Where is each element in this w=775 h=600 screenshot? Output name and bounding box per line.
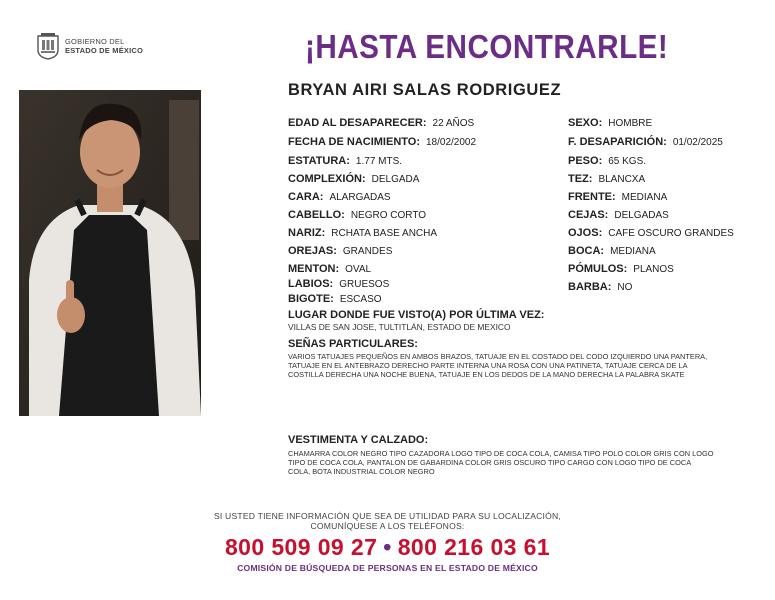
field-value: CAFE OSCURO GRANDES [608,228,734,239]
field-label: LABIOS: [288,278,334,290]
field-value: 01/02/2025 [672,137,723,148]
field-label: MENTON: [288,263,340,275]
field-value: GRANDES [342,246,393,257]
field-label: SEXO: [568,117,603,129]
field-eyebrows [568,209,669,221]
field-label: BIGOTE: [288,293,334,305]
field-value: BLANCXA [598,174,646,185]
clothing-line: TIPO DE COCA COLA, PANTALON DE GABARDINA COLOR GRIS OSCURO TIPO CARGO CON LOGO TIPO DE COCA [288,458,692,468]
field-nose [288,227,437,239]
field-value: MEDIANA [621,192,668,203]
field-value: 22 AÑOS [432,118,475,129]
field-beard [568,281,632,293]
state-emblem-icon [36,32,60,60]
field-age [288,117,474,129]
field-sex [568,117,652,129]
field-ears [288,245,392,257]
field-build [288,173,419,185]
field-label: TEZ: [568,173,593,185]
marks-title: SEÑAS PARTICULARES: [288,338,418,350]
field-value: ESCASO [339,294,382,305]
field-hair [288,209,426,221]
last-seen-text: VILLAS DE SAN JOSE, TULTITLÁN, ESTADO DE MEXICO [288,322,511,332]
field-label: PESO: [568,155,603,167]
field-weight [568,155,646,167]
field-label: ESTATURA: [288,155,350,167]
marks-line: TATUAJE EN EL ANTEBRAZO DERECHO PARTE INTERNA UNA ROSA CON UNA PATINETA, TATUAJE CERCA DE LA [288,361,688,371]
field-label: OREJAS: [288,245,337,257]
field-eyes [568,227,734,239]
clothing-text [288,449,713,477]
phone-numbers [0,534,775,561]
field-value: 65 KGS. [608,156,647,167]
field-chin [288,263,371,275]
last-seen-title: LUGAR DONDE FUE VISTO(A) POR ÚLTIMA VEZ: [288,309,545,321]
field-value: PLANOS [633,264,674,275]
field-disappearance-date [568,136,723,148]
field-complexion [568,173,645,185]
clothing-title: VESTIMENTA Y CALZADO: [288,434,429,446]
person-name: BRYAN AIRI SALAS RODRIGUEZ [288,81,562,99]
phone-separator: • [383,534,392,560]
field-value: 18/02/2002 [426,137,477,148]
field-label: COMPLEXIÓN: [288,173,366,185]
field-birth-date [288,136,476,148]
field-label: BARBA: [568,281,612,293]
field-value: DELGADAS [614,210,669,221]
contact-note-line-1: SI USTED TIENE INFORMACIÓN QUE SEA DE UTILIDAD PARA SU LOCALIZACIÓN, [213,511,562,521]
contact-note-line-2: COMUNÍQUESE A LOS TELÉFONOS: [310,521,465,531]
field-value: NEGRO CORTO [350,210,427,221]
headline: ¡HASTA ENCONTRARLE! [305,28,669,65]
field-label: FRENTE: [568,191,616,203]
phone-number-2[interactable]: 800 216 03 61 [397,534,551,560]
logo-line-2: ESTADO DE MÉXICO [65,46,144,55]
field-mouth [568,245,656,257]
field-height [288,155,402,167]
field-label: OJOS: [568,227,603,239]
clothing-line: COLA, BOTA INDUSTRIAL COLOR NEGRO [288,467,435,477]
missing-person-photo [19,90,201,416]
field-value: HOMBRE [608,118,653,129]
field-value: GRUESOS [339,279,390,290]
field-label: FECHA DE NACIMIENTO: [288,136,420,148]
clothing-line: CHAMARRA COLOR NEGRO TIPO CAZADORA LOGO TIPO DE COCA COLA, CAMISA TIPO POLO COLOR GRIS CON LOGO [288,449,714,458]
field-label: EDAD AL DESAPARECER: [288,117,427,129]
phone-number-1[interactable]: 800 509 09 27 [224,534,378,560]
field-value: DELGADA [371,174,420,185]
field-label: CARA: [288,191,324,203]
marks-line: COSTILLA DERECHA UNA NOCHE BUENA, TATUAJE EN LOS DEDOS DE LA MANO DERECHA LA PALABRA SKATE [288,370,685,380]
field-value: OVAL [345,264,372,275]
field-value: ALARGADAS [329,192,391,203]
marks-line: VARIOS TATUAJES PEQUEÑOS EN AMBOS BRAZOS, TATUAJE EN EL COSTADO DEL CODO IZQUIERDO UNA PANTERA, [288,352,708,361]
field-forehead [568,191,667,203]
field-label: PÓMULOS: [568,263,628,275]
field-label: CEJAS: [568,209,609,221]
field-label: F. DESAPARICIÓN: [568,136,667,148]
field-lips [288,278,389,290]
field-value: 1.77 MTS. [355,156,403,167]
field-label: CABELLO: [288,209,345,221]
field-mustache [288,293,382,305]
field-value: RCHATA BASE ANCHA [331,228,438,239]
field-label: BOCA: [568,245,605,257]
field-face [288,191,391,203]
field-cheekbones [568,263,674,275]
marks-text [288,352,707,380]
commission-name: COMISIÓN DE BÚSQUEDA DE PERSONAS EN EL ESTADO DE MÉXICO [237,563,538,573]
logo-line-1: GOBIERNO DEL [65,37,125,46]
field-value: MEDIANA [610,246,656,257]
field-value: NO [617,282,633,293]
state-logo [36,32,143,60]
field-label: NARIZ: [288,227,326,239]
